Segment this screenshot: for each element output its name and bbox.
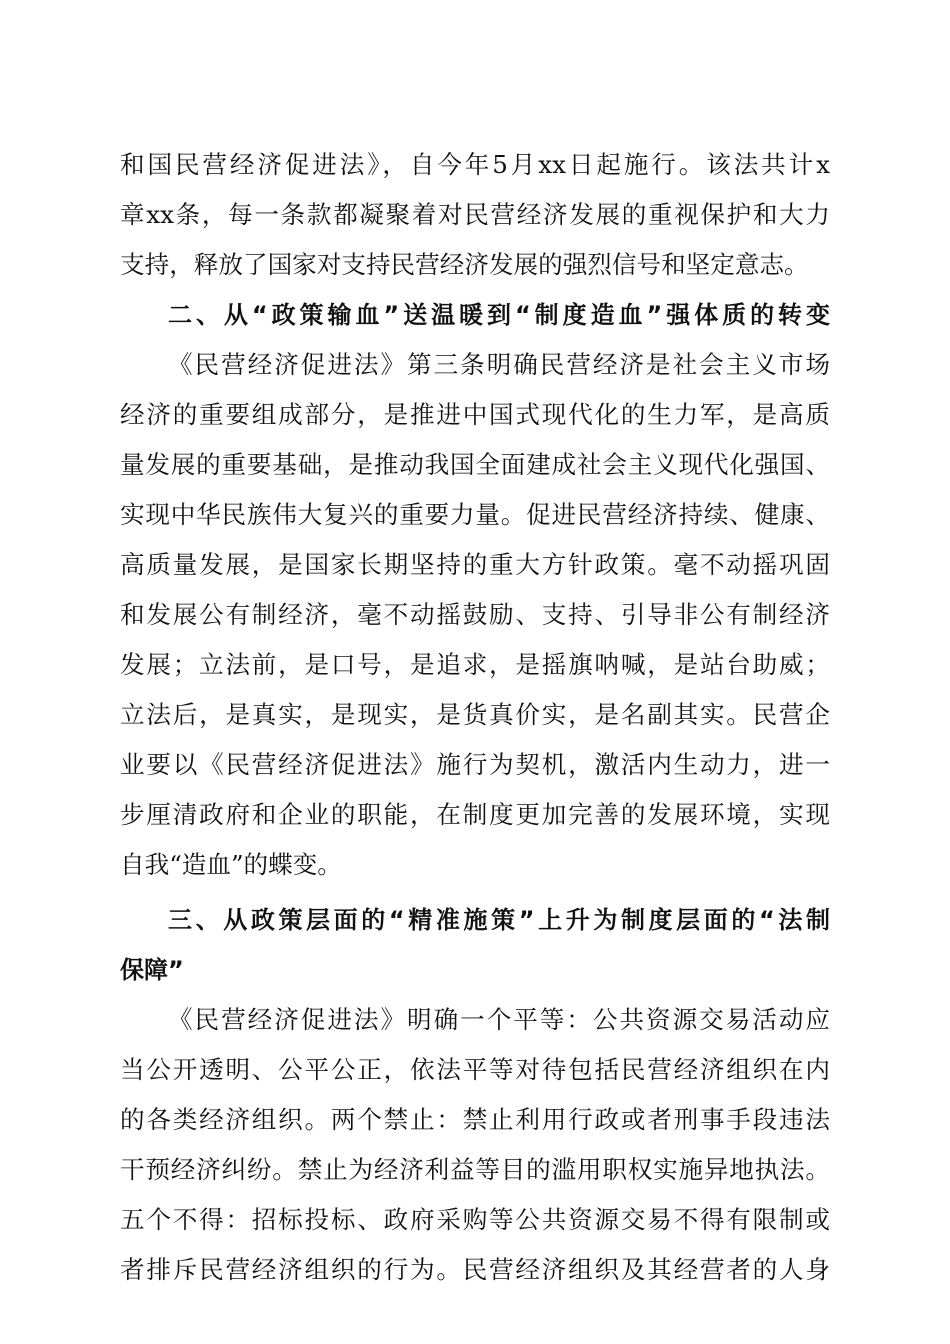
paragraph-line: 业要以《民营经济促进法》施行为契机，激活内生动力，进一 [120,750,830,779]
paragraph-line: 章xx条，每一条款都凝聚着对民营经济发展的重视保护和大力 [120,200,830,229]
paragraph-line: 高质量发展，是国家长期坚持的重大方针政策。毫不动摇巩固 [120,550,830,579]
paragraph-line: 步厘清政府和企业的职能，在制度更加完善的发展环境，实现 [120,800,830,829]
paragraph-line: 量发展的重要基础，是推动我国全面建成社会主义现代化强国、 [120,450,830,479]
paragraph-line: 干预经济纠纷。禁止为经济利益等目的滥用职权实施异地执法。 [120,1155,830,1184]
paragraph-line: 《民营经济促进法》第三条明确民营经济是社会主义市场 [168,350,830,379]
paragraph-line: 实现中华民族伟大复兴的重要力量。促进民营经济持续、健康、 [120,500,830,529]
paragraph-line: 和发展公有制经济，毫不动摇鼓励、支持、引导非公有制经济 [120,600,830,629]
document-page [120,140,830,1295]
section-heading-2: 二、从“政策输血”送温暖到“制度造血”强体质的转变 [168,301,830,329]
section-heading-3: 三、从政策层面的“精准施策”上升为制度层面的“法制 [168,906,830,934]
paragraph-line: 当公开透明、公平公正，依法平等对待包括民营经济组织在内 [120,1055,830,1084]
paragraph-line: 发展；立法前，是口号，是追求，是摇旗呐喊，是站台助威； [120,650,830,679]
section-heading-3-continued: 保障” [120,956,184,984]
paragraph-line: 和国民营经济促进法》，自今年5月xx日起施行。该法共计x [120,150,830,179]
paragraph-line: 支持，释放了国家对支持民营经济发展的强烈信号和坚定意志。 [120,250,809,279]
paragraph-line: 的各类经济组织。两个禁止：禁止利用行政或者刑事手段违法 [120,1105,830,1134]
paragraph-line: 立法后，是真实，是现实，是货真价实，是名副其实。民营企 [120,700,830,729]
paragraph-line: 经济的重要组成部分，是推进中国式现代化的生力军，是高质 [120,400,830,429]
paragraph-line: 者排斥民营经济组织的行为。民营经济组织及其经营者的人身 [120,1255,830,1284]
paragraph-line: 《民营经济促进法》明确一个平等：公共资源交易活动应 [168,1005,830,1034]
paragraph-line: 五个不得：招标投标、政府采购等公共资源交易不得有限制或 [120,1205,830,1234]
paragraph-line: 自我“造血”的蝶变。 [120,850,342,879]
